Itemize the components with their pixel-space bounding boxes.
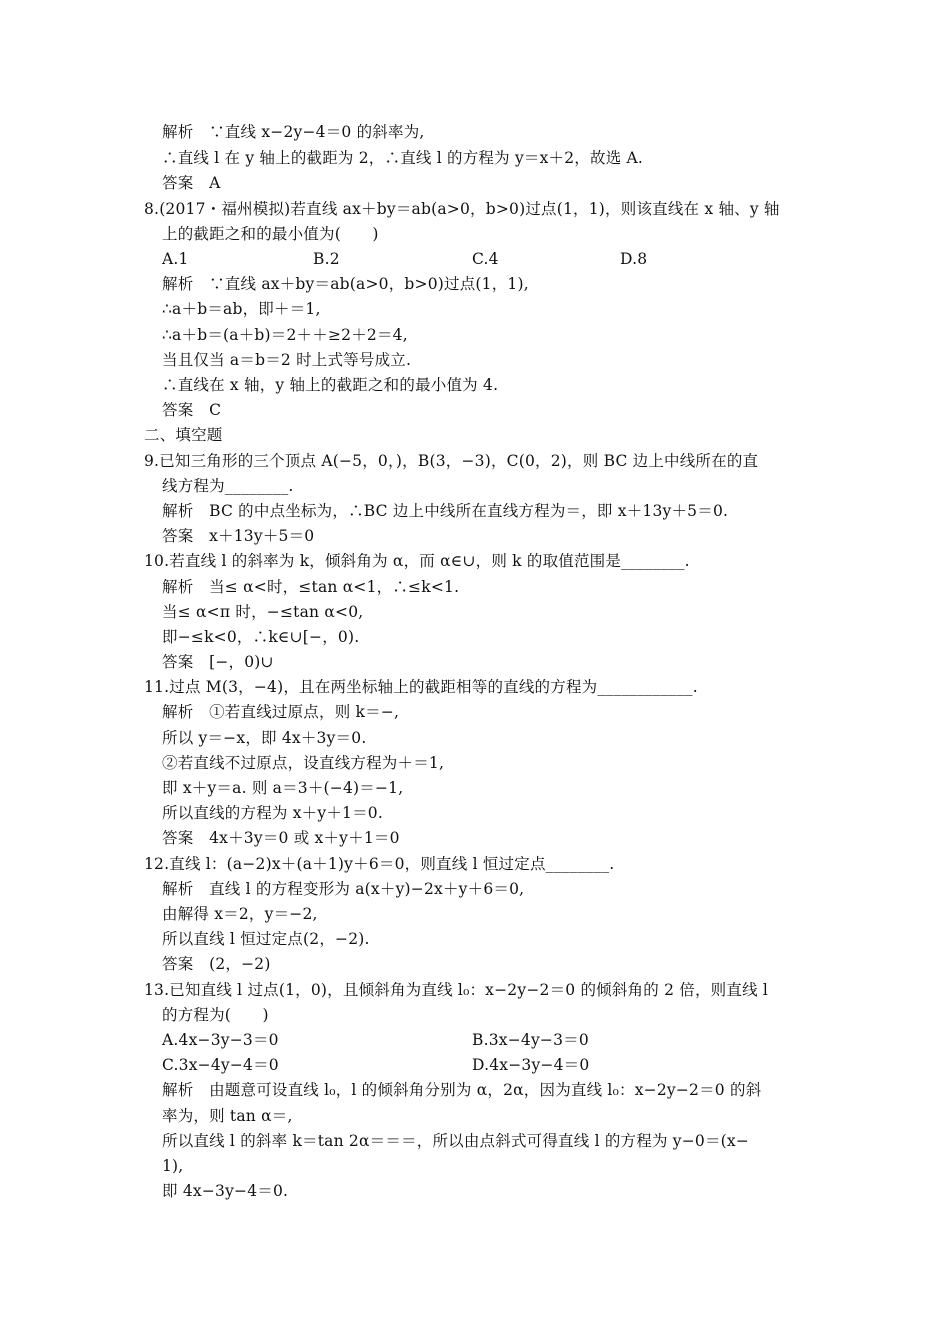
analysis-13-line-1: 解析 由题意可设直线 l₀，l 的倾斜角分别为 α，2α，因为直线 l₀：x−2y−2＝0 的斜 <box>162 1081 762 1099</box>
question-10: 10.若直线 l 的斜率为 k，倾斜角为 α，而 α∈∪，则 k 的取值范围是________. <box>144 552 690 570</box>
question-13-line-2: 的方程为( ) <box>162 1006 269 1024</box>
analysis-8-line-2: ∴a＋b＝ab，即＋＝1, <box>162 300 321 318</box>
option-13-d: D.4x−3y−4＝0 <box>472 1056 590 1074</box>
analysis-12-line-3: 所以直线 l 恒过定点(2，−2). <box>162 930 370 948</box>
question-9-line-1: 9.已知三角形的三个顶点 A(−5，0，)，B(3，−3)，C(0，2)，则 BC 边上中线所在的直 <box>144 452 759 470</box>
analysis-7-line-1: 解析 ∵直线 x−2y−4＝0 的斜率为, <box>162 123 425 141</box>
option-8-d: D.8 <box>620 250 648 268</box>
answer-9: 答案 x＋13y＋5＝0 <box>162 527 315 545</box>
analysis-13-line-4: 1), <box>162 1157 184 1175</box>
analysis-8-line-1: 解析 ∵直线 ax＋by＝ab(a>0，b>0)过点(1，1), <box>162 275 529 293</box>
question-11: 11.过点 M(3，−4)，且在两坐标轴上的截距相等的直线的方程为____________. <box>144 678 698 696</box>
analysis-8-line-3: ∴a＋b＝(a＋b)＝2＋＋≥2＋2＝4, <box>162 326 408 344</box>
analysis-13-line-5: 即 4x−3y−4＝0. <box>162 1182 289 1200</box>
analysis-9: 解析 BC 的中点坐标为，∴BC 边上中线所在直线方程为＝，即 x＋13y＋5＝0. <box>162 502 729 520</box>
option-13-a: A.4x−3y−3＝0 <box>162 1031 279 1049</box>
analysis-7-line-2: ∴直线 l 在 y 轴上的截距为 2，∴直线 l 的方程为 y＝x＋2，故选 A. <box>162 149 644 167</box>
analysis-11-line-3: ②若直线不过原点，设直线方程为＋＝1, <box>162 754 445 772</box>
section-heading-fill-in: 二、填空题 <box>144 426 223 444</box>
analysis-11-line-1: 解析 ①若直线过原点，则 k＝−, <box>162 703 400 721</box>
answer-10: 答案 [−，0)∪ <box>162 653 274 671</box>
analysis-10-line-1: 解析 当≤ α<时，≤tan α<1，∴≤k<1. <box>162 578 460 596</box>
option-8-b: B.2 <box>313 250 340 268</box>
option-13-b: B.3x−4y−3＝0 <box>472 1031 589 1049</box>
analysis-13-line-2: 率为，则 tan α＝, <box>162 1107 293 1125</box>
option-8-c: C.4 <box>472 250 499 268</box>
answer-8: 答案 C <box>162 401 222 419</box>
question-9-line-2: 线方程为________. <box>162 477 294 495</box>
answer-7: 答案 A <box>162 174 221 192</box>
question-8-line-1: 8.(2017・福州模拟)若直线 ax＋by＝ab(a>0，b>0)过点(1，1)，则该直线在 x 轴、y 轴 <box>144 200 780 218</box>
analysis-12-line-2: 由解得 x＝2，y＝−2, <box>162 905 318 923</box>
option-8-a: A.1 <box>162 250 189 268</box>
analysis-11-line-4: 即 x＋y＝a. 则 a＝3＋(−4)＝−1, <box>162 779 404 797</box>
analysis-8-line-5: ∴直线在 x 轴，y 轴上的截距之和的最小值为 4. <box>162 376 499 394</box>
question-13-line-1: 13.已知直线 l 过点(1，0)，且倾斜角为直线 l₀：x−2y−2＝0 的倾斜角的 2 倍，则直线 l <box>144 981 769 999</box>
option-13-c: C.3x−4y−4＝0 <box>162 1056 279 1074</box>
analysis-13-line-3: 所以直线 l 的斜率 k＝tan 2α＝＝＝，所以由点斜式可得直线 l 的方程为 y−0＝(x− <box>162 1132 750 1150</box>
question-12: 12.直线 l：(a−2)x＋(a＋1)y＋6＝0，则直线 l 恒过定点________. <box>144 855 615 873</box>
analysis-11-line-5: 所以直线的方程为 x＋y＋1＝0. <box>162 804 383 822</box>
answer-11: 答案 4x＋3y＝0 或 x＋y＋1＝0 <box>162 829 400 847</box>
analysis-11-line-2: 所以 y＝−x，即 4x＋3y＝0. <box>162 729 367 747</box>
answer-12: 答案 (2，−2) <box>162 955 271 973</box>
analysis-8-line-4: 当且仅当 a＝b＝2 时上式等号成立. <box>162 351 412 369</box>
analysis-12-line-1: 解析 直线 l 的方程变形为 a(x＋y)−2x＋y＋6＝0, <box>162 880 525 898</box>
analysis-10-line-3: 即−≤k<0，∴k∈∪[−，0). <box>162 628 360 646</box>
question-8-line-2: 上的截距之和的最小值为( ) <box>162 225 379 243</box>
analysis-10-line-2: 当≤ α<π 时，−≤tan α<0, <box>162 603 364 621</box>
